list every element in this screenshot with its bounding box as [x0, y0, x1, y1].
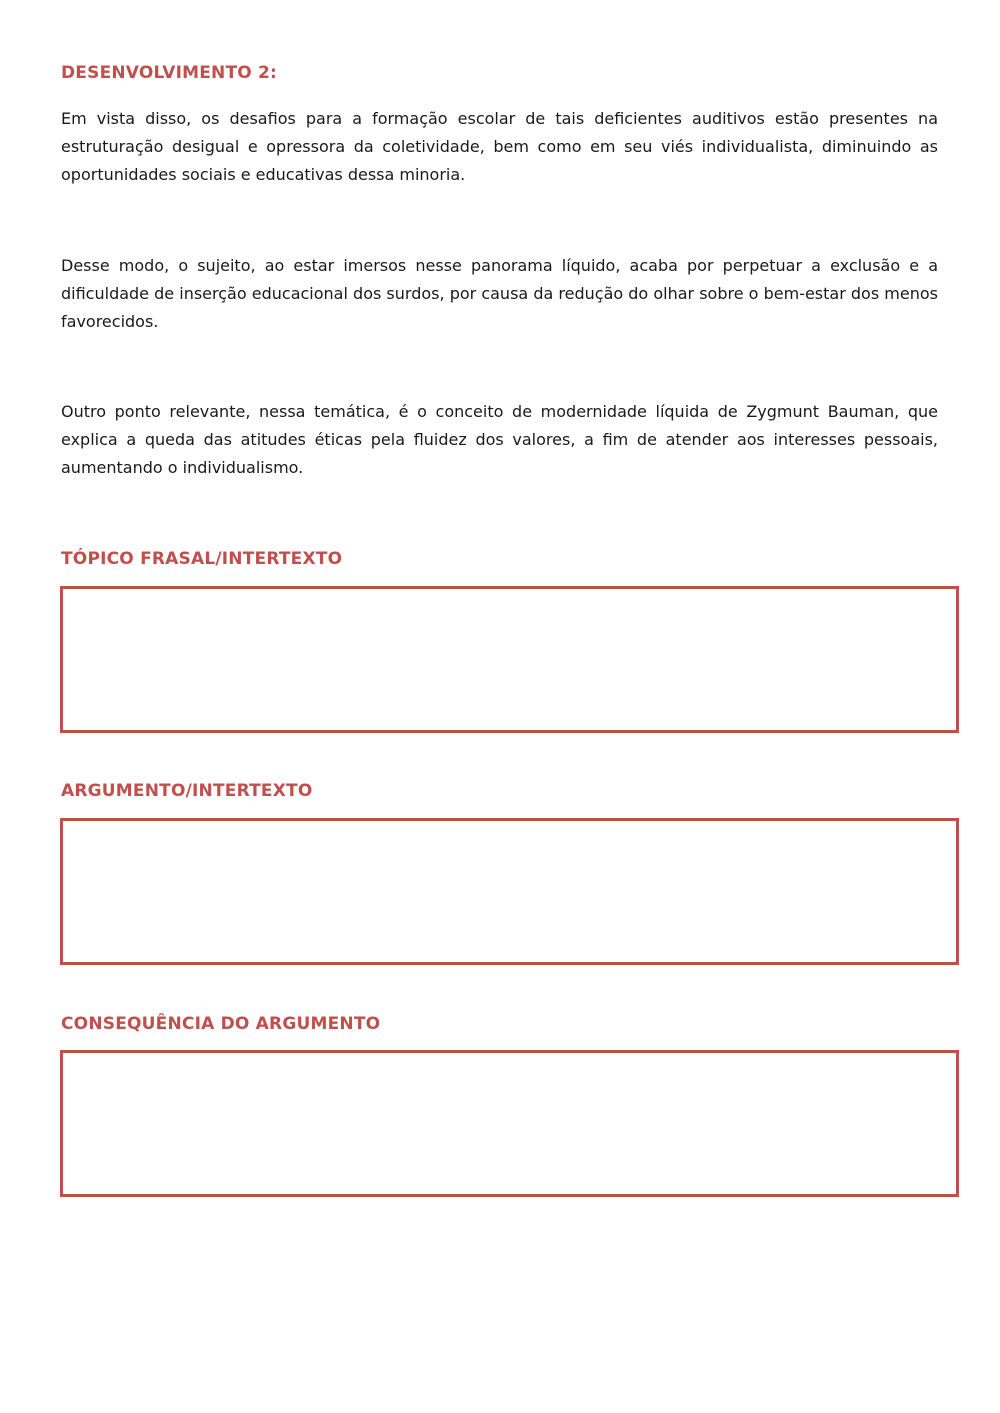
argumento-label: ARGUMENTO/INTERTEXTO [61, 781, 313, 801]
paragraph-1: Em vista disso, os desafios para a formação escolar de tais deficientes auditivos estão presentes na estruturação desigual e opressora da coletividade, bem como em seu viés individualista, diminuindo as oportunidades sociais e educativas dessa minoria. [61, 109, 938, 184]
section-title: DESENVOLVIMENTO 2: [61, 63, 278, 83]
consequencia-answer-box[interactable] [60, 1050, 959, 1197]
topico-frasal-answer-box[interactable] [60, 586, 959, 733]
consequencia-label: CONSEQUÊNCIA DO ARGUMENTO [61, 1014, 381, 1034]
topico-frasal-label: TÓPICO FRASAL/INTERTEXTO [61, 549, 343, 569]
argumento-answer-box[interactable] [60, 818, 959, 965]
paragraph-2: Desse modo, o sujeito, ao estar imersos nesse panorama líquido, acaba por perpetuar a exclusão e a dificuldade de inserção educacional dos surdos, por causa da redução do olhar sobre o bem-estar dos menos favorecidos. [61, 256, 938, 331]
paragraph-3: Outro ponto relevante, nessa temática, é o conceito de modernidade líquida de Zygmunt Bauman, que explica a queda das atitudes éticas pela fluidez dos valores, a fim de atender aos interesses pessoais, aumentando o individualismo. [61, 402, 938, 477]
